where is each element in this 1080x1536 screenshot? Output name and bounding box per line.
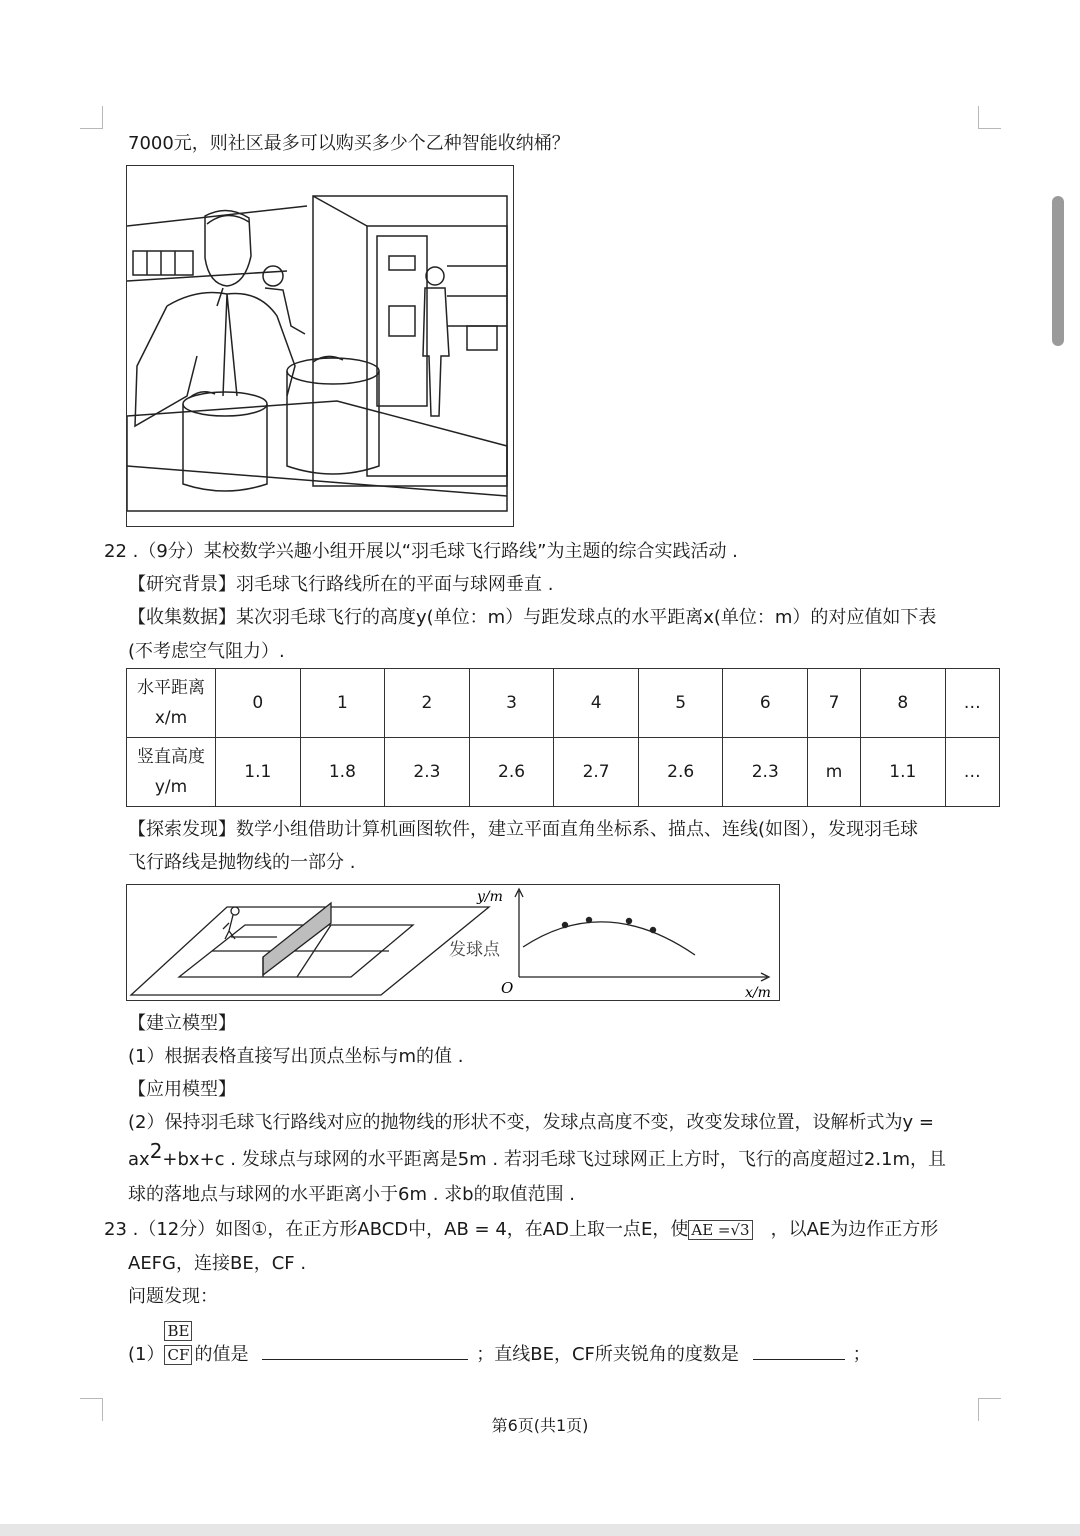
apply-question-2-line2 — [128, 1139, 947, 1172]
ae-formula-box: AE =√3 — [688, 1220, 752, 1240]
table-cell: 1.8 — [300, 738, 385, 807]
table-cell: 8 — [861, 669, 946, 738]
table-cell: 1 — [300, 669, 385, 738]
table-cell: 2.7 — [554, 738, 639, 807]
table-header-y — [127, 738, 216, 807]
q23-q1-value-label: 的值是 — [194, 1344, 249, 1365]
badminton-figure-drawing — [127, 885, 779, 1000]
table-header-x-line2: x/m — [154, 708, 188, 728]
q22-collect-line2: (不考虑空气阻力）. — [128, 641, 285, 662]
table-cell: 7 — [808, 669, 861, 738]
crop-mark-top-right — [978, 106, 1001, 129]
answer-blank-ratio[interactable] — [262, 1359, 468, 1360]
table-cell: 5 — [638, 669, 723, 738]
q23-line1-text-b: ，以AE为边作正方形 — [770, 1219, 939, 1240]
data-point — [562, 922, 568, 928]
badminton-figure — [126, 884, 780, 1001]
table-header-x-line1: 水平距离 — [137, 678, 205, 698]
y-axis-label: y/m — [477, 889, 503, 905]
q23-line1-text-a: 23 .（12分）如图①，在正方形ABCD中，AB = 4，在AD上取一点E，使 — [104, 1219, 689, 1240]
apply-question-2-line3: 球的落地点与球网的水平距离小于6m . 求b的取值范围 . — [128, 1184, 576, 1205]
fraction-denominator: CF — [164, 1345, 192, 1365]
shop-illustration — [126, 165, 514, 527]
table-cell: 4 — [554, 669, 639, 738]
x-axis-label: x/m — [745, 985, 771, 1000]
fraction-numerator: BE — [164, 1321, 192, 1341]
q23-q1-angle-label: ；直线BE，CF所夹锐角的度数是 — [476, 1344, 739, 1365]
formula-exponent: 2 — [149, 1139, 163, 1163]
table-cell: 6 — [723, 669, 808, 738]
data-table — [126, 668, 1000, 807]
q21-text: 7000元，则社区最多可以购买多少个乙种智能收纳桶？ — [128, 133, 570, 154]
apply-question-2-line1: (2）保持羽毛球飞行路线对应的抛物线的形状不变，发球点高度不变，改变发球位置，设解析式为y = — [128, 1112, 934, 1133]
q23-q1-end: ； — [852, 1344, 871, 1365]
serve-point-label: 发球点 — [449, 940, 500, 960]
page-footer: 第6页(共1页) — [491, 1416, 589, 1435]
q23-q1-number: (1） — [128, 1344, 165, 1365]
table-cell: 1.1 — [861, 738, 946, 807]
table-row-x — [127, 669, 1000, 738]
table-cell: 1.1 — [216, 738, 301, 807]
q22-header: 22 .（9分）某校数学兴趣小组开展以“羽毛球飞行路线”为主题的综合实践活动 . — [104, 541, 738, 562]
table-cell: 2.6 — [638, 738, 723, 807]
origin-label: O — [501, 979, 514, 997]
table-row-y — [127, 738, 1000, 807]
table-cell: 2.6 — [469, 738, 554, 807]
model-question-1: (1）根据表格直接写出顶点坐标与m的值 . — [128, 1046, 464, 1067]
q23-line1 — [104, 1218, 938, 1242]
table-header-x — [127, 669, 216, 738]
table-cell: 2.3 — [723, 738, 808, 807]
apply-title: 【应用模型】 — [128, 1079, 236, 1100]
q22-explore-line2: 飞行路线是抛物线的一部分 . — [128, 852, 356, 873]
answer-blank-angle[interactable] — [753, 1359, 845, 1360]
problem-discovery-title: 问题发现： — [128, 1286, 218, 1307]
q23-question-1 — [128, 1322, 871, 1367]
table-cell: m — [808, 738, 861, 807]
table-header-y-line1: 竖直高度 — [137, 747, 205, 767]
model-title: 【建立模型】 — [128, 1013, 236, 1034]
q23-line2: AEFG，连接BE，CF . — [128, 1253, 307, 1274]
formula-rest: +bx+c . 发球点与球网的水平距离是5m . 若羽毛球飞过球网正上方时，飞行的高度超过2.1m，且 — [162, 1149, 947, 1170]
shop-illustration-drawing — [127, 166, 513, 526]
table-cell: 2.3 — [385, 738, 470, 807]
table-header-y-line2: y/m — [154, 777, 188, 797]
crop-mark-top-left — [80, 106, 103, 129]
table-cell: 0 — [216, 669, 301, 738]
fraction-be-cf — [164, 1322, 194, 1367]
vertical-scrollbar[interactable] — [1052, 196, 1064, 346]
q22-background: 【研究背景】羽毛球飞行路线所在的平面与球网垂直 . — [128, 574, 554, 595]
table-cell: 3 — [469, 669, 554, 738]
q22-collect-line1: 【收集数据】某次羽毛球飞行的高度y(单位：m）与距发球点的水平距离x(单位：m）的对应值如下表 — [128, 607, 937, 628]
q22-explore-line1: 【探索发现】数学小组借助计算机画图软件，建立平面直角坐标系、描点、连线(如图），发现羽毛球 — [128, 819, 919, 840]
bottom-bar — [0, 1524, 1080, 1536]
table-cell: … — [945, 738, 999, 807]
table-cell: 2 — [385, 669, 470, 738]
table-cell: … — [945, 669, 999, 738]
data-point — [586, 917, 592, 923]
data-point — [626, 918, 632, 924]
parabola-curve — [523, 922, 695, 955]
data-point — [650, 927, 656, 933]
formula-ax: ax — [128, 1149, 150, 1170]
